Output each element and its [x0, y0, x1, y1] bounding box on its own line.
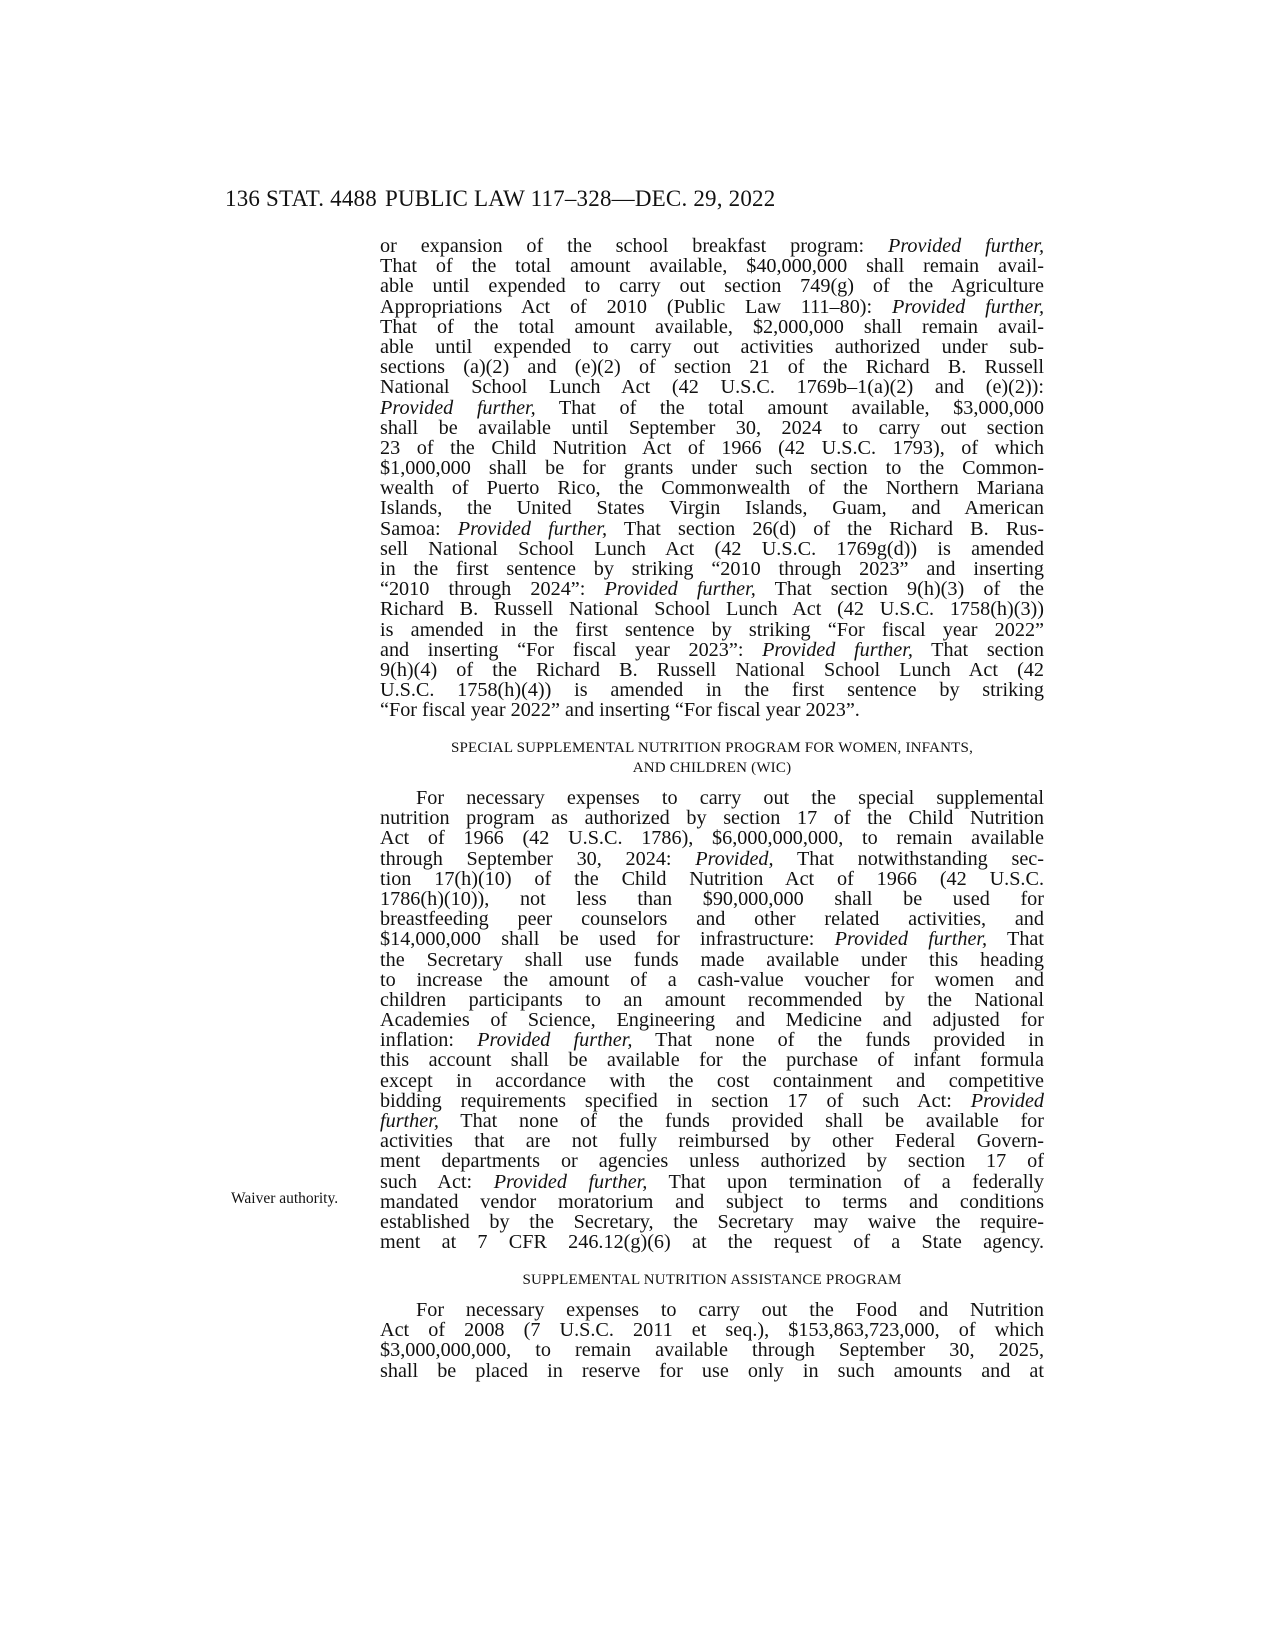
text-line: inflation: Provided further, That none of the funds provided in: [380, 1029, 1044, 1052]
page-header: [225, 186, 1065, 216]
text-line: such Act: Provided further, That upon termination of a federally: [380, 1170, 1044, 1193]
text-line: Act of 2008 (7 U.S.C. 2011 et seq.), $153,863,723,000, of which: [380, 1319, 1044, 1342]
text-line: shall be available until September 30, 2024 to carry out section: [380, 416, 1044, 439]
section-heading-wic: [380, 738, 1044, 778]
section-heading-snap: SUPPLEMENTAL NUTRITION ASSISTANCE PROGRAM: [522, 1272, 902, 1288]
law-citation: PUBLIC LAW 117–328—DEC. 29, 2022: [385, 186, 776, 211]
text-line: established by the Secretary, the Secretary may waive the require-: [380, 1210, 1044, 1233]
text-line: Samoa: Provided further, That section 26(d) of the Richard B. Rus-: [380, 517, 1044, 540]
text-line: tion 17(h)(10) of the Child Nutrition Act of 1966 (42 U.S.C.: [380, 867, 1044, 890]
text-line: wealth of Puerto Rico, the Commonwealth of the Northern Mariana: [380, 477, 1044, 500]
section-heading-line: SPECIAL SUPPLEMENTAL NUTRITION PROGRAM FOR WOMEN, INFANTS,: [450, 740, 974, 756]
text-line: nutrition program as authorized by section 17 of the Child Nutrition: [380, 807, 1044, 830]
margin-note-waiver-authority: Waiver authority.: [231, 1190, 339, 1207]
section-heading-line: AND CHILDREN (WIC): [632, 760, 792, 776]
text-line: Richard B. Russell National School Lunch Act (42 U.S.C. 1758(h)(3)): [380, 598, 1044, 621]
text-line: further, That none of the funds provided shall be available for: [380, 1110, 1044, 1132]
text-line: ment at 7 CFR 246.12(g)(6) at the request of a State agency.: [380, 1231, 1044, 1254]
text-block-wic: [380, 788, 1044, 1252]
text-line: the Secretary shall use funds made available under this heading: [380, 948, 1044, 971]
text-line: activities that are not fully reimbursed by other Federal Govern-: [380, 1130, 1044, 1153]
text-block-school-lunch: [380, 236, 1044, 721]
text-line: That of the total amount available, $2,000,000 shall remain avail-: [380, 315, 1044, 338]
text-line: this account shall be available for the purchase of infant formula: [380, 1049, 1044, 1072]
text-line: to increase the amount of a cash-value voucher for women and: [380, 968, 1044, 991]
text-line: For necessary expenses to carry out the special supplemental: [416, 787, 1044, 809]
text-line: Appropriations Act of 2010 (Public Law 111–80): Provided further,: [380, 295, 1044, 318]
text-line: “2010 through 2024”: Provided further, That section 9(h)(3) of the: [380, 578, 1044, 601]
text-line: $14,000,000 shall be used for infrastructure: Provided further, That: [380, 928, 1044, 951]
text-line: and inserting “For fiscal year 2023”: Provided further, That section: [380, 638, 1044, 661]
text-line: “For fiscal year 2022” and inserting “For fiscal year 2023”.: [380, 699, 860, 722]
text-line: is amended in the first sentence by striking “For fiscal year 2022”: [380, 618, 1044, 641]
text-line: Academies of Science, Engineering and Medicine and adjusted for: [380, 1009, 1044, 1032]
text-line: sell National School Lunch Act (42 U.S.C. 1769g(d)) is amended: [380, 537, 1044, 560]
text-line: shall be placed in reserve for use only in such amounts and at: [380, 1359, 1044, 1382]
text-line: That of the total amount available, $40,000,000 shall remain avail-: [380, 255, 1044, 278]
text-line: through September 30, 2024: Provided, That notwithstanding sec-: [380, 847, 1044, 870]
text-line: ment departments or agencies unless authorized by section 17 of: [380, 1150, 1044, 1173]
text-line: Act of 1966 (42 U.S.C. 1786), $6,000,000,000, to remain available: [380, 827, 1044, 850]
text-line: Provided further, That of the total amount available, $3,000,000: [380, 396, 1044, 419]
text-line: able until expended to carry out activities authorized under sub-: [380, 335, 1044, 358]
text-line: U.S.C. 1758(h)(4)) is amended in the first sentence by striking: [380, 679, 1044, 702]
text-line: $3,000,000,000, to remain available through September 30, 2025,: [380, 1339, 1044, 1362]
stat-page-number: 136 STAT. 4488: [225, 186, 377, 211]
text-line: $1,000,000 shall be for grants under such section to the Common-: [380, 457, 1044, 480]
text-line: able until expended to carry out section 749(g) of the Agriculture: [380, 275, 1044, 298]
text-line: 23 of the Child Nutrition Act of 1966 (42 U.S.C. 1793), of which: [380, 436, 1044, 459]
text-block-snap: [380, 1300, 1044, 1381]
text-line: For necessary expenses to carry out the Food and Nutrition: [416, 1299, 1044, 1321]
text-line: 9(h)(4) of the Richard B. Russell National School Lunch Act (42: [380, 658, 1044, 681]
text-line: National School Lunch Act (42 U.S.C. 1769b–1(a)(2) and (e)(2)):: [380, 376, 1044, 399]
text-line: except in accordance with the cost containment and competitive: [380, 1069, 1044, 1092]
text-line: bidding requirements specified in section 17 of such Act: Provided: [380, 1089, 1044, 1112]
text-line: or expansion of the school breakfast program: Provided further,: [380, 235, 1044, 257]
text-line: mandated vendor moratorium and subject to terms and conditions: [380, 1190, 1044, 1213]
text-line: in the first sentence by striking “2010 through 2023” and inserting: [380, 558, 1044, 580]
text-line: sections (a)(2) and (e)(2) of section 21 of the Richard B. Russell: [380, 356, 1044, 379]
text-line: breastfeeding peer counselors and other related activities, and: [380, 908, 1044, 931]
text-line: children participants to an amount recommended by the National: [380, 988, 1044, 1011]
text-line: Islands, the United States Virgin Islands, Guam, and American: [380, 497, 1044, 520]
text-line: 1786(h)(10)), not less than $90,000,000 shall be used for: [380, 887, 1044, 910]
